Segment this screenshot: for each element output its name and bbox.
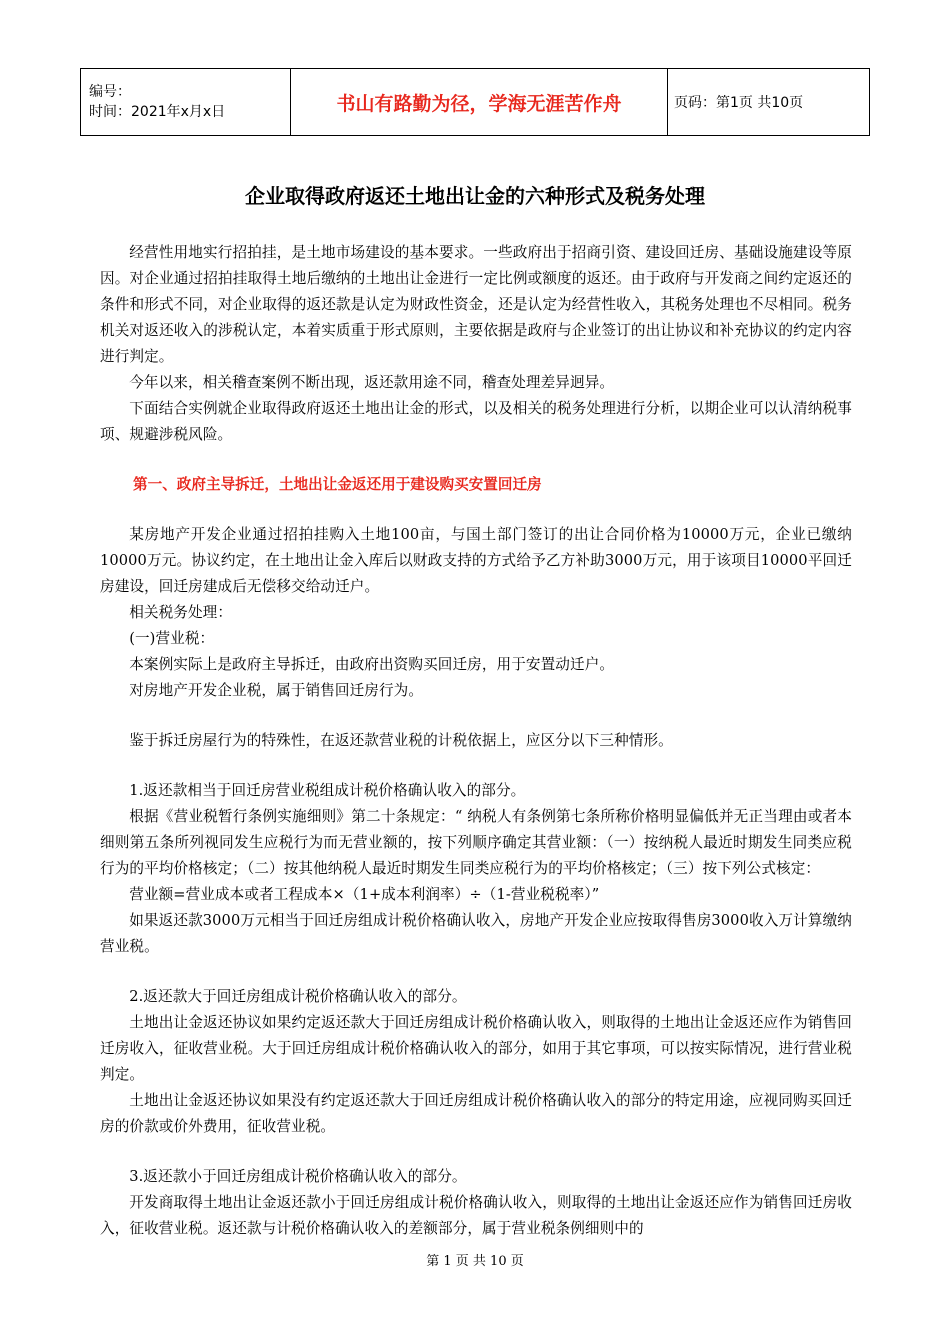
item-3-title: 3.返还款小于回迁房组成计税价格确认收入的部分。 xyxy=(129,1168,467,1185)
spacer xyxy=(100,498,852,522)
item-1-title: 1.返还款相当于回迁房营业税组成计税价格确认收入的部分。 xyxy=(129,782,526,799)
item-1-formula: 营业额=营业成本或者工程成本×（1+成本利润率）÷（1-营业税税率）” xyxy=(129,886,600,903)
item-3-paragraph-1: 开发商取得土地出让金返还款小于回迁房组成计税价格确认收入，则取得的土地出让金返还应作为销售回迁房收入，征收营业税。返还款与计税价格确认收入的差额部分，属于营业税条例细则中的 xyxy=(100,1194,852,1237)
item-1-calc: 如果返还款3000万元相当于回迁房组成计税价格确认收入，房地产开发企业应按取得售房3000收入万计算缴纳营业税。 xyxy=(100,912,852,955)
paragraph-intro-1: 经营性用地实行招拍挂，是土地市场建设的基本要求。一些政府出于招商引资、建设回迁房、基础设施建设等原因。对企业通过招拍挂取得土地后缴纳的土地出让金进行一定比例或额度的返还。由于政府与开发商之间约定返还的条件和形式不同，对企业取得的返还款是认定为财政性资金，还是认定为经营性收入，其税务处理也不尽相同。税务机关对返还收入的涉税认定，本着实质重于形式原则，主要依据是政府与企业签订的出让协议和补充协议的约定内容进行判定。 xyxy=(100,244,852,365)
item-2-title: 2.返还款大于回迁房组成计税价格确认收入的部分。 xyxy=(129,988,467,1005)
spacer xyxy=(100,754,852,778)
spacer xyxy=(100,704,852,728)
header-motto-cell xyxy=(291,69,668,136)
item-1-rule: 根据《营业税暂行条例实施细则》第二十条规定：“ 纳税人有条例第七条所称价格明显偏低并无正当理由或者本细则第五条所列视同发生应税行为而无营业额的，按下列顺序确定其营业额：（一）按纳税人最近时期发生同类应税行为的平均价格核定；（二）按其他纳税人最近时期发生同类应税行为的平均价格核定；（三）按下列公式核定： xyxy=(100,808,852,877)
document-number-label: 编号： xyxy=(89,84,131,100)
paragraph-intro-2: 今年以来，相关稽查案例不断出现，返还款用途不同，稽查处理差异迥异。 xyxy=(129,374,615,391)
document-title: 企业取得政府返还土地出让金的六种形式及税务处理 xyxy=(245,184,705,208)
header-table xyxy=(80,68,870,136)
paragraph-tax-title: 相关税务处理： xyxy=(129,604,233,621)
header-motto: 书山有路勤为径，学海无涯苦作舟 xyxy=(336,92,622,115)
paragraph-sales: 对房地产开发企业税，属于销售回迁房行为。 xyxy=(129,682,424,699)
paragraph-case-nature: 本案例实际上是政府主导拆迁，由政府出资购买回迁房，用于安置动迁户。 xyxy=(129,656,615,673)
spacer xyxy=(100,960,852,984)
item-2-paragraph-1: 土地出让金返还协议如果约定返还款大于回迁房组成计税价格确认收入，则取得的土地出让金返还应作为销售回迁房收入，征收营业税。大于回迁房组成计税价格确认收入的部分，如用于其它事项，可以按实际情况，进行营业税判定。 xyxy=(100,1014,852,1083)
paragraph-three-cases: 鉴于拆迁房屋行为的特殊性，在返还款营业税的计税依据上，应区分以下三种情形。 xyxy=(129,732,673,749)
document-time-label: 时间：2021年x月x日 xyxy=(89,104,226,120)
header-meta-cell xyxy=(81,69,291,136)
paragraph-tax-sub-1: (一)营业税： xyxy=(129,630,215,647)
header-page-code-cell xyxy=(668,69,870,136)
page-footer: 第 1 页 共 10 页 xyxy=(426,1254,524,1269)
paragraph-intro-3: 下面结合实例就企业取得政府返还土地出让金的形式，以及相关的税务处理进行分析，以期企业可以认清纳税事项、规避涉税风险。 xyxy=(100,400,852,443)
section-heading-1: 第一、政府主导拆迁，土地出让金返还用于建设购买安置回迁房 xyxy=(133,476,542,493)
item-2-paragraph-2: 土地出让金返还协议如果没有约定返还款大于回迁房组成计税价格确认收入的部分的特定用途，应视同购买回迁房的价款或价外费用，征收营业税。 xyxy=(100,1092,852,1135)
paragraph-case-1: 某房地产开发企业通过招拍挂购入土地100亩，与国土部门签订的出让合同价格为10000万元，企业已缴纳10000万元。协议约定，在土地出让金入库后以财政支持的方式给予乙方补助3000万元，用于该项目10000平回迁房建设，回迁房建成后无偿移交给动迁户。 xyxy=(100,526,852,595)
spacer xyxy=(100,1140,852,1164)
spacer xyxy=(100,448,852,472)
header-page-code: 页码：第1页 共10页 xyxy=(674,95,804,111)
document-body xyxy=(100,240,852,1242)
